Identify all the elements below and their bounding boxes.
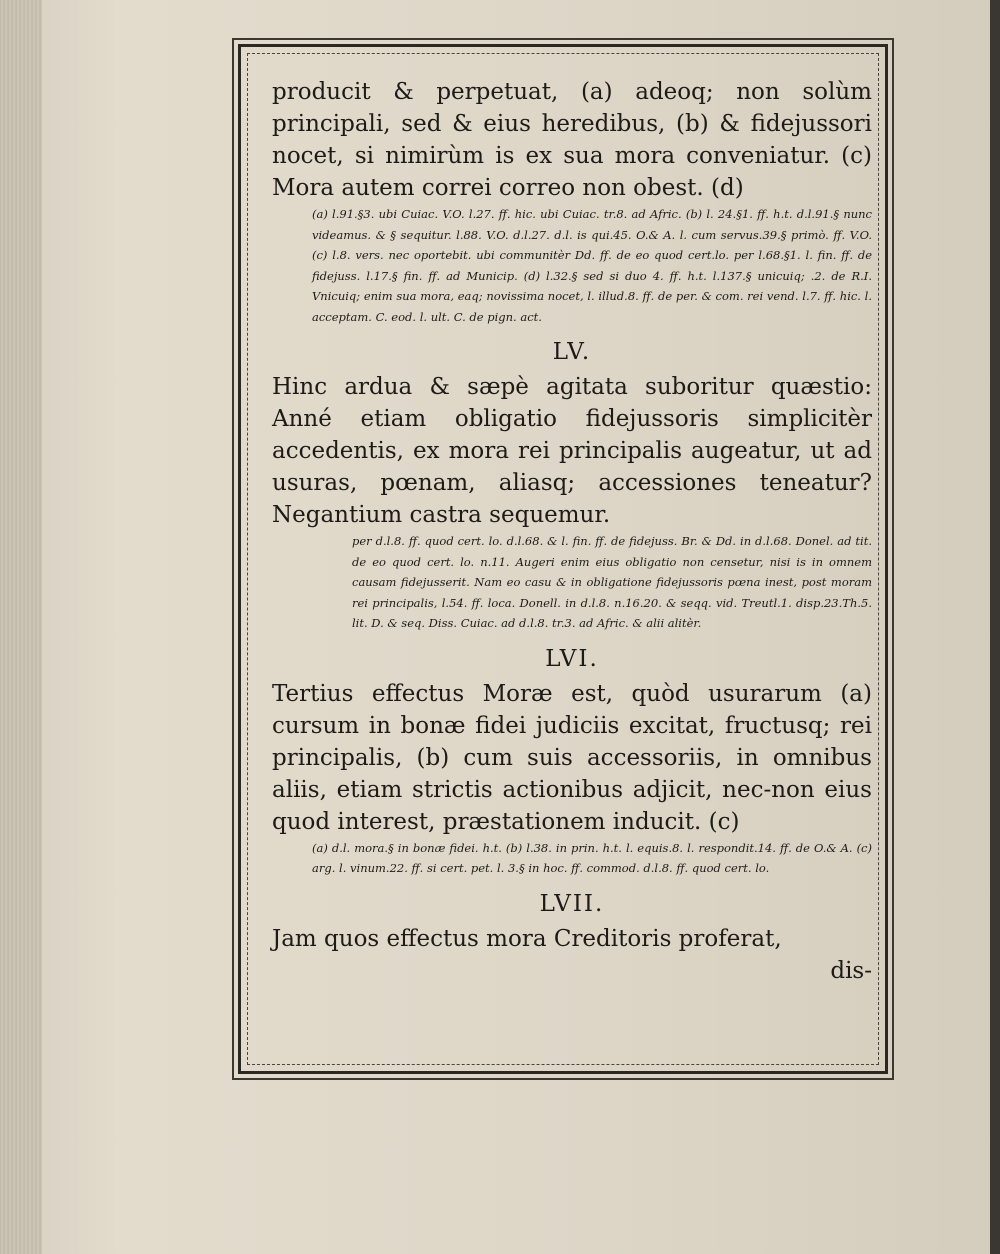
footnotes-55: per d.l.8. ff. quod cert. lo. d.l.68. & l. fin. ff. de fidejuss. Br. & Dd. in d.l.68. Donel. ad tit. de eo quod cert. lo. n.11. Augeri enim eius obligatio non censetur, nisi is in omnem causam fidejusserit. Nam eo casu & in obligatione fidejussoris pœna inest, post moram rei principalis, l.54. ff. loca. Donell. in d.l.8. n.16.20. & seqq. vid. Treutl.1. disp.23.Th.5. lit. D. & seq. Diss. Cuiac. ad d.l.8. tr.3. ad Afric. & alii alitèr.: [352, 534, 872, 630]
paragraph-55: Hinc ardua & sæpè agitata suboritur quæstio: Anné etiam obligatio fidejussoris simplicitèr accedentis, ex mora rei principalis augeatur, ut ad usuras, pœnam, aliasq; accessiones teneatur? Negantium castra sequemur.: [272, 374, 872, 528]
footnotes-56: (a) d.l. mora.§ in bonæ fidei. h.t. (b) l.38. in prin. h.t. l. equis.8. l. respondit.14. ff. de O.& A. (c) arg. l. vinum.22. ff. si cert. pet. l. 3.§ in hoc. ff. commod. d.l.8. ff. quod cert. lo.: [312, 840, 872, 875]
page-text: [272, 76, 872, 987]
footnotes-54: (a) l.91.§3. ubi Cuiac. V.O. l.27. ff. hic. ubi Cuiac. tr.8. ad Afric. (b) l. 24.§1. ff. h.t. d.l.91.§ nunc videamus. & § sequitur. l.88. V.O. d.l.27. d.l. is qui.45. O.& A. l. cum servus.39.§ primò. ff. V.O. (c) l.8. vers. nec oportebit. ubi communitèr Dd. ff. de eo quod cert.lo. per l.68.§1. l. fin. ff. de fidejuss. l.17.§ fin. ff. ad Municip. (d) l.32.§ sed si duo 4. ff. h.t. l.137.§ unicuiq; .2. de R.I. Vnicuiq; enim sua mora, eaq; novissima nocet, l. illud.8. ff. de per. & com. rei vend. l.7. ff. hic. l. acceptam. C. eod. l. ult. C. de pign. act.: [312, 207, 872, 324]
paragraph-57: Jam quos effectus mora Creditoris proferat,: [272, 925, 782, 952]
catchword: dis-: [830, 957, 872, 984]
page-edge-shadow: [990, 0, 1000, 1254]
section-heading-55: LV.: [552, 339, 592, 365]
paragraph-54-continuation: producit & perpetuat, (a) adeoq; non solùm principali, sed & eius heredibus, (b) & fidejussori nocet, si nimirùm is ex sua mora conveniatur. (c) Mora autem correi correo non obest. (d): [272, 79, 872, 201]
section-heading-56: LVI.: [545, 645, 599, 672]
section-heading-57: LVII.: [539, 890, 605, 917]
paragraph-56: Tertius effectus Moræ est, quòd usurarum (a) cursum in bonæ fidei judiciis excitat, fructusq; rei principalis, (b) cum suis accessoriis, in omnibus aliis, etiam strictis actionibus adjicit, nec-non eius quod interest, præstationem inducit. (c): [272, 680, 872, 835]
book-gutter: [0, 0, 42, 1254]
